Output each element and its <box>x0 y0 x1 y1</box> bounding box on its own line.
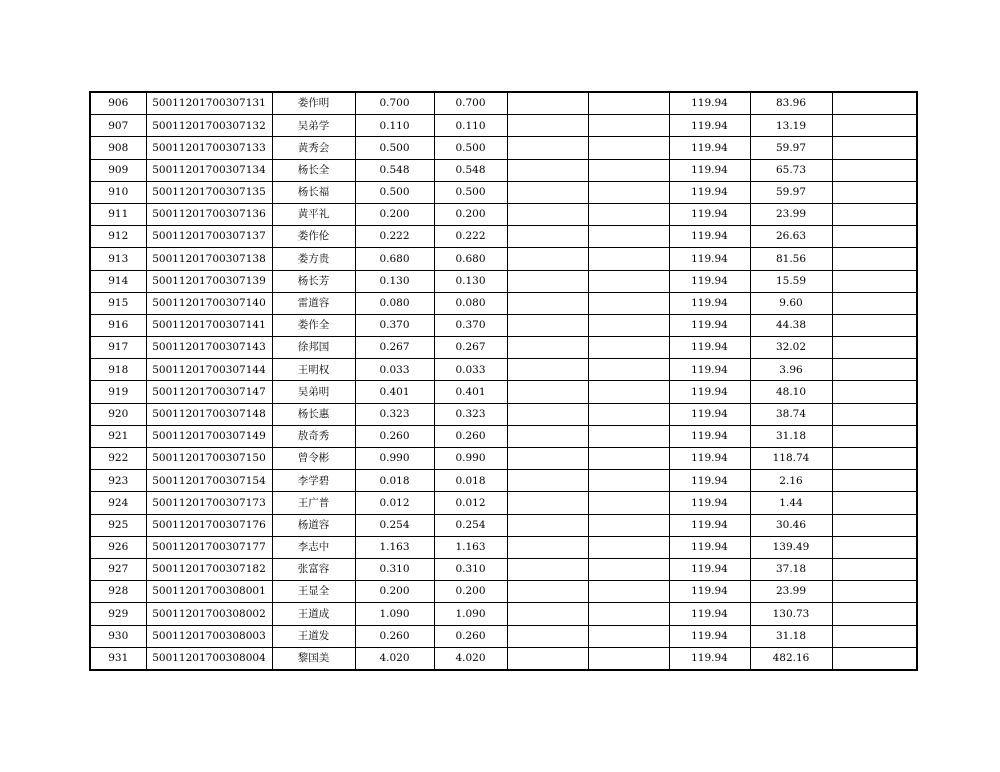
amount-cell: 65.73 <box>750 159 832 181</box>
amount-cell: 83.96 <box>750 92 832 115</box>
empty-cell <box>507 492 588 514</box>
area-cell: 0.323 <box>355 403 434 425</box>
owner-name-cell: 杨长福 <box>272 181 355 203</box>
empty-cell <box>832 514 917 536</box>
empty-cell <box>588 270 669 292</box>
owner-name-cell: 王道成 <box>272 603 355 625</box>
table-row <box>90 558 917 580</box>
table-row <box>90 403 917 425</box>
empty-cell <box>507 403 588 425</box>
confirmed-area-cell: 0.500 <box>434 137 507 159</box>
owner-name-cell: 吴弟明 <box>272 381 355 403</box>
empty-cell <box>588 137 669 159</box>
empty-cell <box>832 248 917 270</box>
empty-cell <box>588 492 669 514</box>
empty-cell <box>588 248 669 270</box>
empty-cell <box>832 92 917 115</box>
area-cell: 0.310 <box>355 558 434 580</box>
empty-cell <box>832 536 917 558</box>
table-row <box>90 603 917 625</box>
amount-cell: 23.99 <box>750 203 832 225</box>
empty-cell <box>832 647 917 670</box>
parcel-code-cell: 50011201700308001 <box>146 581 272 603</box>
empty-cell <box>832 603 917 625</box>
unit-price-cell: 119.94 <box>669 159 750 181</box>
parcel-code-cell: 50011201700307150 <box>146 448 272 470</box>
row-number-cell: 917 <box>90 337 146 359</box>
owner-name-cell: 曾令彬 <box>272 448 355 470</box>
owner-name-cell: 王显全 <box>272 581 355 603</box>
empty-cell <box>588 425 669 447</box>
area-cell: 0.254 <box>355 514 434 536</box>
owner-name-cell: 敖奇秀 <box>272 425 355 447</box>
parcel-code-cell: 50011201700307154 <box>146 470 272 492</box>
empty-cell <box>507 625 588 647</box>
amount-cell: 59.97 <box>750 181 832 203</box>
empty-cell <box>832 359 917 381</box>
table-body <box>90 92 917 670</box>
parcel-code-cell: 50011201700307143 <box>146 337 272 359</box>
confirmed-area-cell: 0.222 <box>434 226 507 248</box>
empty-cell <box>507 603 588 625</box>
empty-cell <box>507 292 588 314</box>
unit-price-cell: 119.94 <box>669 381 750 403</box>
area-cell: 0.080 <box>355 292 434 314</box>
amount-cell: 1.44 <box>750 492 832 514</box>
empty-cell <box>588 92 669 115</box>
empty-cell <box>832 226 917 248</box>
owner-name-cell: 王广普 <box>272 492 355 514</box>
row-number-cell: 922 <box>90 448 146 470</box>
area-cell: 0.370 <box>355 314 434 336</box>
area-cell: 0.401 <box>355 381 434 403</box>
area-cell: 0.222 <box>355 226 434 248</box>
amount-cell: 3.96 <box>750 359 832 381</box>
parcel-code-cell: 50011201700307141 <box>146 314 272 336</box>
area-cell: 0.033 <box>355 359 434 381</box>
area-cell: 0.267 <box>355 337 434 359</box>
empty-cell <box>507 536 588 558</box>
confirmed-area-cell: 0.548 <box>434 159 507 181</box>
unit-price-cell: 119.94 <box>669 359 750 381</box>
confirmed-area-cell: 0.254 <box>434 514 507 536</box>
area-cell: 0.680 <box>355 248 434 270</box>
empty-cell <box>507 470 588 492</box>
row-number-cell: 910 <box>90 181 146 203</box>
table-row <box>90 115 917 137</box>
empty-cell <box>507 92 588 115</box>
row-number-cell: 928 <box>90 581 146 603</box>
parcel-code-cell: 50011201700308004 <box>146 647 272 670</box>
empty-cell <box>832 381 917 403</box>
empty-cell <box>832 159 917 181</box>
confirmed-area-cell: 0.267 <box>434 337 507 359</box>
empty-cell <box>507 647 588 670</box>
empty-cell <box>588 536 669 558</box>
empty-cell <box>832 337 917 359</box>
row-number-cell: 908 <box>90 137 146 159</box>
table-row <box>90 448 917 470</box>
confirmed-area-cell: 0.080 <box>434 292 507 314</box>
amount-cell: 2.16 <box>750 470 832 492</box>
confirmed-area-cell: 0.323 <box>434 403 507 425</box>
empty-cell <box>588 292 669 314</box>
owner-name-cell: 李志中 <box>272 536 355 558</box>
row-number-cell: 913 <box>90 248 146 270</box>
empty-cell <box>507 381 588 403</box>
unit-price-cell: 119.94 <box>669 337 750 359</box>
empty-cell <box>588 647 669 670</box>
unit-price-cell: 119.94 <box>669 581 750 603</box>
unit-price-cell: 119.94 <box>669 647 750 670</box>
owner-name-cell: 李学碧 <box>272 470 355 492</box>
unit-price-cell: 119.94 <box>669 92 750 115</box>
confirmed-area-cell: 0.260 <box>434 425 507 447</box>
area-cell: 0.700 <box>355 92 434 115</box>
owner-name-cell: 张富容 <box>272 558 355 580</box>
owner-name-cell: 黄秀会 <box>272 137 355 159</box>
empty-cell <box>588 448 669 470</box>
empty-cell <box>507 514 588 536</box>
empty-cell <box>832 581 917 603</box>
empty-cell <box>588 625 669 647</box>
table-row <box>90 137 917 159</box>
area-cell: 0.110 <box>355 115 434 137</box>
row-number-cell: 923 <box>90 470 146 492</box>
unit-price-cell: 119.94 <box>669 492 750 514</box>
table-row <box>90 248 917 270</box>
confirmed-area-cell: 0.200 <box>434 203 507 225</box>
confirmed-area-cell: 0.260 <box>434 625 507 647</box>
empty-cell <box>588 159 669 181</box>
unit-price-cell: 119.94 <box>669 203 750 225</box>
owner-name-cell: 娄作明 <box>272 92 355 115</box>
empty-cell <box>507 248 588 270</box>
empty-cell <box>588 403 669 425</box>
unit-price-cell: 119.94 <box>669 603 750 625</box>
amount-cell: 15.59 <box>750 270 832 292</box>
row-number-cell: 918 <box>90 359 146 381</box>
empty-cell <box>588 558 669 580</box>
row-number-cell: 925 <box>90 514 146 536</box>
confirmed-area-cell: 0.033 <box>434 359 507 381</box>
area-cell: 0.500 <box>355 137 434 159</box>
table-row <box>90 181 917 203</box>
empty-cell <box>507 137 588 159</box>
area-cell: 0.260 <box>355 425 434 447</box>
parcel-code-cell: 50011201700307139 <box>146 270 272 292</box>
table-row <box>90 337 917 359</box>
empty-cell <box>507 314 588 336</box>
table-row <box>90 581 917 603</box>
unit-price-cell: 119.94 <box>669 558 750 580</box>
parcel-code-cell: 50011201700307138 <box>146 248 272 270</box>
parcel-code-cell: 50011201700307137 <box>146 226 272 248</box>
table-row <box>90 492 917 514</box>
unit-price-cell: 119.94 <box>669 270 750 292</box>
amount-cell: 31.18 <box>750 425 832 447</box>
empty-cell <box>832 314 917 336</box>
row-number-cell: 929 <box>90 603 146 625</box>
unit-price-cell: 119.94 <box>669 470 750 492</box>
row-number-cell: 924 <box>90 492 146 514</box>
row-number-cell: 926 <box>90 536 146 558</box>
confirmed-area-cell: 0.401 <box>434 381 507 403</box>
empty-cell <box>507 181 588 203</box>
empty-cell <box>507 115 588 137</box>
area-cell: 0.260 <box>355 625 434 647</box>
parcel-code-cell: 50011201700307149 <box>146 425 272 447</box>
row-number-cell: 927 <box>90 558 146 580</box>
amount-cell: 81.56 <box>750 248 832 270</box>
empty-cell <box>832 203 917 225</box>
owner-name-cell: 杨长惠 <box>272 403 355 425</box>
parcel-code-cell: 50011201700307131 <box>146 92 272 115</box>
owner-name-cell: 娄方贵 <box>272 248 355 270</box>
confirmed-area-cell: 0.990 <box>434 448 507 470</box>
owner-name-cell: 王明权 <box>272 359 355 381</box>
table-row <box>90 159 917 181</box>
empty-cell <box>588 337 669 359</box>
row-number-cell: 914 <box>90 270 146 292</box>
empty-cell <box>588 359 669 381</box>
table-row <box>90 203 917 225</box>
confirmed-area-cell: 0.012 <box>434 492 507 514</box>
row-number-cell: 909 <box>90 159 146 181</box>
empty-cell <box>588 381 669 403</box>
parcel-code-cell: 50011201700307133 <box>146 137 272 159</box>
table-row <box>90 314 917 336</box>
empty-cell <box>507 425 588 447</box>
empty-cell <box>507 359 588 381</box>
empty-cell <box>832 115 917 137</box>
unit-price-cell: 119.94 <box>669 292 750 314</box>
parcel-code-cell: 50011201700307132 <box>146 115 272 137</box>
owner-name-cell: 黄平礼 <box>272 203 355 225</box>
row-number-cell: 916 <box>90 314 146 336</box>
parcel-code-cell: 50011201700307177 <box>146 536 272 558</box>
parcel-code-cell: 50011201700308002 <box>146 603 272 625</box>
area-cell: 0.018 <box>355 470 434 492</box>
unit-price-cell: 119.94 <box>669 425 750 447</box>
row-number-cell: 911 <box>90 203 146 225</box>
owner-name-cell: 王道发 <box>272 625 355 647</box>
row-number-cell: 921 <box>90 425 146 447</box>
amount-cell: 139.49 <box>750 536 832 558</box>
empty-cell <box>588 581 669 603</box>
confirmed-area-cell: 0.018 <box>434 470 507 492</box>
area-cell: 0.548 <box>355 159 434 181</box>
amount-cell: 482.16 <box>750 647 832 670</box>
amount-cell: 118.74 <box>750 448 832 470</box>
confirmed-area-cell: 1.163 <box>434 536 507 558</box>
empty-cell <box>832 492 917 514</box>
empty-cell <box>507 270 588 292</box>
confirmed-area-cell: 4.020 <box>434 647 507 670</box>
owner-name-cell: 杨长芳 <box>272 270 355 292</box>
table-row <box>90 514 917 536</box>
empty-cell <box>507 337 588 359</box>
empty-cell <box>588 603 669 625</box>
area-cell: 0.130 <box>355 270 434 292</box>
area-cell: 0.200 <box>355 203 434 225</box>
empty-cell <box>507 558 588 580</box>
area-cell: 0.012 <box>355 492 434 514</box>
table-row <box>90 381 917 403</box>
empty-cell <box>588 314 669 336</box>
parcel-code-cell: 50011201700308003 <box>146 625 272 647</box>
area-cell: 1.163 <box>355 536 434 558</box>
row-number-cell: 919 <box>90 381 146 403</box>
empty-cell <box>588 181 669 203</box>
table-row <box>90 226 917 248</box>
area-cell: 1.090 <box>355 603 434 625</box>
parcel-code-cell: 50011201700307182 <box>146 558 272 580</box>
confirmed-area-cell: 0.310 <box>434 558 507 580</box>
confirmed-area-cell: 0.370 <box>434 314 507 336</box>
amount-cell: 38.74 <box>750 403 832 425</box>
unit-price-cell: 119.94 <box>669 448 750 470</box>
owner-name-cell: 吴弟学 <box>272 115 355 137</box>
table-row <box>90 470 917 492</box>
confirmed-area-cell: 0.500 <box>434 181 507 203</box>
empty-cell <box>588 203 669 225</box>
empty-cell <box>588 115 669 137</box>
table-row <box>90 270 917 292</box>
parcel-code-cell: 50011201700307147 <box>146 381 272 403</box>
amount-cell: 37.18 <box>750 558 832 580</box>
empty-cell <box>507 226 588 248</box>
empty-cell <box>832 448 917 470</box>
parcel-code-cell: 50011201700307140 <box>146 292 272 314</box>
parcel-code-cell: 50011201700307135 <box>146 181 272 203</box>
owner-name-cell: 杨长全 <box>272 159 355 181</box>
owner-name-cell: 黎国美 <box>272 647 355 670</box>
empty-cell <box>507 581 588 603</box>
empty-cell <box>832 625 917 647</box>
amount-cell: 31.18 <box>750 625 832 647</box>
area-cell: 4.020 <box>355 647 434 670</box>
unit-price-cell: 119.94 <box>669 181 750 203</box>
confirmed-area-cell: 0.130 <box>434 270 507 292</box>
row-number-cell: 920 <box>90 403 146 425</box>
row-number-cell: 906 <box>90 92 146 115</box>
empty-cell <box>832 181 917 203</box>
amount-cell: 48.10 <box>750 381 832 403</box>
unit-price-cell: 119.94 <box>669 314 750 336</box>
row-number-cell: 931 <box>90 647 146 670</box>
area-cell: 0.500 <box>355 181 434 203</box>
data-table <box>89 91 918 671</box>
table-row <box>90 92 917 115</box>
unit-price-cell: 119.94 <box>669 536 750 558</box>
empty-cell <box>507 448 588 470</box>
amount-cell: 32.02 <box>750 337 832 359</box>
confirmed-area-cell: 0.680 <box>434 248 507 270</box>
confirmed-area-cell: 1.090 <box>434 603 507 625</box>
table-row <box>90 425 917 447</box>
empty-cell <box>588 514 669 536</box>
amount-cell: 26.63 <box>750 226 832 248</box>
unit-price-cell: 119.94 <box>669 137 750 159</box>
row-number-cell: 930 <box>90 625 146 647</box>
unit-price-cell: 119.94 <box>669 226 750 248</box>
confirmed-area-cell: 0.200 <box>434 581 507 603</box>
owner-name-cell: 杨道容 <box>272 514 355 536</box>
amount-cell: 59.97 <box>750 137 832 159</box>
owner-name-cell: 雷道容 <box>272 292 355 314</box>
row-number-cell: 907 <box>90 115 146 137</box>
unit-price-cell: 119.94 <box>669 514 750 536</box>
amount-cell: 30.46 <box>750 514 832 536</box>
area-cell: 0.200 <box>355 581 434 603</box>
amount-cell: 9.60 <box>750 292 832 314</box>
empty-cell <box>832 425 917 447</box>
table-row <box>90 625 917 647</box>
empty-cell <box>588 470 669 492</box>
parcel-code-cell: 50011201700307176 <box>146 514 272 536</box>
amount-cell: 13.19 <box>750 115 832 137</box>
empty-cell <box>507 159 588 181</box>
empty-cell <box>832 270 917 292</box>
table-row <box>90 359 917 381</box>
area-cell: 0.990 <box>355 448 434 470</box>
owner-name-cell: 徐邦国 <box>272 337 355 359</box>
empty-cell <box>832 558 917 580</box>
parcel-code-cell: 50011201700307136 <box>146 203 272 225</box>
unit-price-cell: 119.94 <box>669 115 750 137</box>
parcel-code-cell: 50011201700307134 <box>146 159 272 181</box>
parcel-code-cell: 50011201700307148 <box>146 403 272 425</box>
amount-cell: 23.99 <box>750 581 832 603</box>
unit-price-cell: 119.94 <box>669 625 750 647</box>
empty-cell <box>507 203 588 225</box>
row-number-cell: 912 <box>90 226 146 248</box>
confirmed-area-cell: 0.700 <box>434 92 507 115</box>
empty-cell <box>832 470 917 492</box>
empty-cell <box>832 403 917 425</box>
empty-cell <box>832 292 917 314</box>
confirmed-area-cell: 0.110 <box>434 115 507 137</box>
empty-cell <box>832 137 917 159</box>
row-number-cell: 915 <box>90 292 146 314</box>
table-row <box>90 292 917 314</box>
parcel-code-cell: 50011201700307144 <box>146 359 272 381</box>
owner-name-cell: 娄作全 <box>272 314 355 336</box>
owner-name-cell: 娄作伦 <box>272 226 355 248</box>
unit-price-cell: 119.94 <box>669 248 750 270</box>
amount-cell: 130.73 <box>750 603 832 625</box>
table-row <box>90 647 917 670</box>
parcel-code-cell: 50011201700307173 <box>146 492 272 514</box>
table-row <box>90 536 917 558</box>
amount-cell: 44.38 <box>750 314 832 336</box>
unit-price-cell: 119.94 <box>669 403 750 425</box>
empty-cell <box>588 226 669 248</box>
